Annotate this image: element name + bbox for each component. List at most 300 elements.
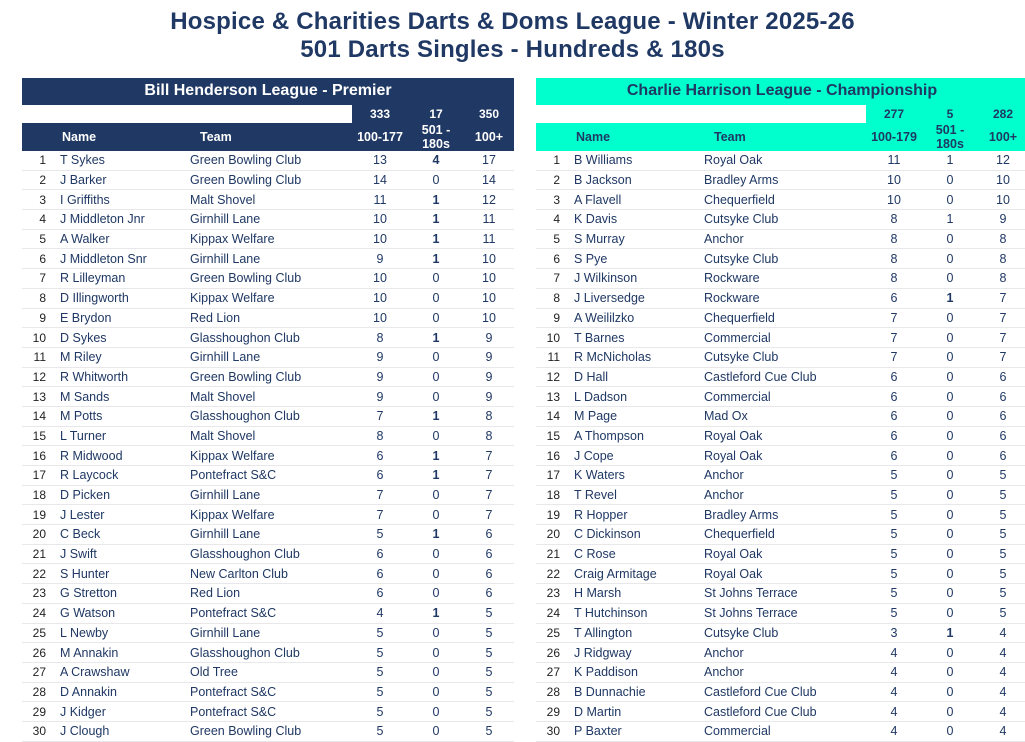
row-score-100s: 14 xyxy=(352,170,408,190)
row-score-100s: 6 xyxy=(866,367,922,387)
league-premier-body xyxy=(22,105,514,741)
row-score-100s: 7 xyxy=(866,328,922,348)
table-row[interactable] xyxy=(536,288,1025,308)
row-rank: 3 xyxy=(22,190,52,210)
row-score-100s: 3 xyxy=(866,623,922,643)
row-score-100s: 8 xyxy=(866,249,922,269)
row-rank: 8 xyxy=(536,288,566,308)
row-rank: 6 xyxy=(22,249,52,269)
row-rank: 10 xyxy=(536,328,566,348)
header-row xyxy=(22,123,514,151)
row-team: Cutsyke Club xyxy=(704,210,866,230)
row-score-total: 5 xyxy=(978,584,1025,604)
row-player-name: M Sands xyxy=(52,387,190,407)
row-score-180s: 1 xyxy=(408,328,464,348)
row-team: Royal Oak xyxy=(704,544,866,564)
row-player-name: R Laycock xyxy=(52,466,190,486)
row-score-100s: 7 xyxy=(352,406,408,426)
row-team: Cutsyke Club xyxy=(704,347,866,367)
row-score-total: 10 xyxy=(464,308,514,328)
row-score-total: 6 xyxy=(464,564,514,584)
table-row[interactable] xyxy=(536,308,1025,328)
table-row[interactable] xyxy=(536,623,1025,643)
row-team: Green Bowling Club xyxy=(190,269,352,289)
table-row[interactable] xyxy=(536,466,1025,486)
row-score-total: 7 xyxy=(978,347,1025,367)
row-team: Anchor xyxy=(704,466,866,486)
row-score-total: 7 xyxy=(464,446,514,466)
row-score-180s: 0 xyxy=(922,505,978,525)
row-player-name: K Paddison xyxy=(566,662,704,682)
table-row[interactable] xyxy=(536,367,1025,387)
row-player-name: B Williams xyxy=(566,151,704,170)
row-score-total: 9 xyxy=(464,367,514,387)
row-score-180s: 0 xyxy=(408,269,464,289)
row-team: Anchor xyxy=(704,643,866,663)
row-rank: 2 xyxy=(22,170,52,190)
table-row[interactable] xyxy=(536,721,1025,741)
table-row[interactable] xyxy=(536,505,1025,525)
row-player-name: R McNicholas xyxy=(566,347,704,367)
row-score-total: 8 xyxy=(978,229,1025,249)
row-team: Girnhill Lane xyxy=(190,623,352,643)
row-rank: 18 xyxy=(536,485,566,505)
row-score-total: 12 xyxy=(464,190,514,210)
league-premier-header: Bill Henderson League - Premier xyxy=(22,78,514,105)
row-score-total: 9 xyxy=(464,347,514,367)
totals-blank-name xyxy=(566,105,704,123)
row-score-180s: 4 xyxy=(408,151,464,170)
row-player-name: E Brydon xyxy=(52,308,190,328)
row-team: Malt Shovel xyxy=(190,190,352,210)
row-score-180s: 1 xyxy=(408,466,464,486)
row-team: Castleford Cue Club xyxy=(704,367,866,387)
page-title xyxy=(0,0,1025,64)
row-score-180s: 0 xyxy=(922,387,978,407)
row-score-100s: 4 xyxy=(866,662,922,682)
row-player-name: T Revel xyxy=(566,485,704,505)
row-rank: 22 xyxy=(536,564,566,584)
table-row[interactable] xyxy=(536,485,1025,505)
row-team: Malt Shovel xyxy=(190,387,352,407)
table-row[interactable] xyxy=(22,505,514,525)
row-score-100s: 9 xyxy=(352,387,408,407)
row-score-total: 8 xyxy=(464,406,514,426)
table-row[interactable] xyxy=(22,603,514,623)
table-row[interactable] xyxy=(536,229,1025,249)
row-score-100s: 8 xyxy=(866,269,922,289)
row-score-100s: 4 xyxy=(866,721,922,741)
row-score-180s: 1 xyxy=(922,210,978,230)
table-row[interactable] xyxy=(22,210,514,230)
row-team: Girnhill Lane xyxy=(190,347,352,367)
row-score-total: 4 xyxy=(978,662,1025,682)
row-rank: 29 xyxy=(22,702,52,722)
row-score-100s: 5 xyxy=(352,643,408,663)
table-row[interactable] xyxy=(536,584,1025,604)
row-score-total: 4 xyxy=(978,643,1025,663)
row-score-total: 5 xyxy=(464,682,514,702)
row-score-total: 4 xyxy=(978,702,1025,722)
row-score-180s: 1 xyxy=(922,151,978,170)
table-row[interactable] xyxy=(536,603,1025,623)
row-score-180s: 1 xyxy=(408,406,464,426)
row-score-100s: 6 xyxy=(866,426,922,446)
row-team: Anchor xyxy=(704,229,866,249)
league-premier xyxy=(22,78,514,742)
row-score-total: 8 xyxy=(978,269,1025,289)
col-header-180s: 501 - 180s xyxy=(408,123,464,151)
table-row[interactable] xyxy=(22,682,514,702)
table-row[interactable] xyxy=(22,367,514,387)
table-row[interactable] xyxy=(22,584,514,604)
row-team: Bradley Arms xyxy=(704,170,866,190)
row-rank: 24 xyxy=(22,603,52,623)
table-row[interactable] xyxy=(22,387,514,407)
row-score-total: 10 xyxy=(464,249,514,269)
row-rank: 11 xyxy=(22,347,52,367)
row-player-name: A Walker xyxy=(52,229,190,249)
row-rank: 12 xyxy=(536,367,566,387)
table-row[interactable] xyxy=(536,406,1025,426)
row-player-name: J Liversedge xyxy=(566,288,704,308)
table-row[interactable] xyxy=(22,446,514,466)
row-score-100s: 8 xyxy=(866,210,922,230)
row-score-100s: 5 xyxy=(866,466,922,486)
table-row[interactable] xyxy=(22,721,514,741)
row-rank: 3 xyxy=(536,190,566,210)
table-row[interactable] xyxy=(536,269,1025,289)
row-rank: 1 xyxy=(22,151,52,170)
row-score-total: 7 xyxy=(978,308,1025,328)
totals-100-177: 333 xyxy=(352,105,408,123)
row-team: New Carlton Club xyxy=(190,564,352,584)
row-score-180s: 1 xyxy=(408,446,464,466)
row-player-name: J Middleton Snr xyxy=(52,249,190,269)
row-score-100s: 8 xyxy=(866,229,922,249)
row-team: Bradley Arms xyxy=(704,505,866,525)
row-score-100s: 5 xyxy=(866,485,922,505)
row-team: Girnhill Lane xyxy=(190,249,352,269)
col-header-100-177: 100-177 xyxy=(352,123,408,151)
row-player-name: J Barker xyxy=(52,170,190,190)
table-row[interactable] xyxy=(536,564,1025,584)
header-row xyxy=(536,123,1025,151)
row-score-180s: 0 xyxy=(922,466,978,486)
row-score-180s: 0 xyxy=(922,229,978,249)
row-score-180s: 0 xyxy=(922,347,978,367)
row-player-name: K Waters xyxy=(566,466,704,486)
row-score-100s: 10 xyxy=(352,210,408,230)
row-rank: 17 xyxy=(22,466,52,486)
row-rank: 23 xyxy=(536,584,566,604)
row-rank: 24 xyxy=(536,603,566,623)
row-score-180s: 1 xyxy=(408,229,464,249)
row-team: Old Tree xyxy=(190,662,352,682)
table-row[interactable] xyxy=(536,702,1025,722)
row-team: Kippax Welfare xyxy=(190,288,352,308)
table-row[interactable] xyxy=(536,347,1025,367)
row-team: Anchor xyxy=(704,485,866,505)
row-score-total: 5 xyxy=(464,603,514,623)
col-header-180s: 501 - 180s xyxy=(922,123,978,151)
table-row[interactable] xyxy=(536,682,1025,702)
col-header-100plus: 100+ xyxy=(464,123,514,151)
table-row[interactable] xyxy=(22,347,514,367)
row-score-100s: 8 xyxy=(352,328,408,348)
league-championship-body xyxy=(536,105,1025,741)
row-player-name: T Allington xyxy=(566,623,704,643)
row-score-total: 12 xyxy=(978,151,1025,170)
row-team: Red Lion xyxy=(190,584,352,604)
table-row[interactable] xyxy=(536,525,1025,545)
row-player-name: A Thompson xyxy=(566,426,704,446)
col-header-rank xyxy=(22,123,52,151)
table-row[interactable] xyxy=(22,288,514,308)
row-score-total: 5 xyxy=(978,466,1025,486)
row-rank: 29 xyxy=(536,702,566,722)
row-team: Castleford Cue Club xyxy=(704,682,866,702)
row-score-180s: 1 xyxy=(408,603,464,623)
row-rank: 26 xyxy=(536,643,566,663)
row-score-total: 6 xyxy=(978,446,1025,466)
totals-blank-rank xyxy=(22,105,52,123)
totals-row xyxy=(536,105,1025,123)
row-score-100s: 10 xyxy=(866,190,922,210)
table-row[interactable] xyxy=(536,426,1025,446)
row-player-name: R Lilleyman xyxy=(52,269,190,289)
table-row[interactable] xyxy=(22,525,514,545)
row-score-100s: 4 xyxy=(866,682,922,702)
row-score-100s: 9 xyxy=(352,367,408,387)
row-player-name: D Picken xyxy=(52,485,190,505)
row-rank: 22 xyxy=(22,564,52,584)
row-team: Girnhill Lane xyxy=(190,525,352,545)
row-player-name: C Beck xyxy=(52,525,190,545)
row-rank: 1 xyxy=(536,151,566,170)
row-score-100s: 6 xyxy=(866,387,922,407)
row-score-100s: 5 xyxy=(866,603,922,623)
totals-100plus: 350 xyxy=(464,105,514,123)
row-rank: 20 xyxy=(22,525,52,545)
row-rank: 23 xyxy=(22,584,52,604)
row-score-180s: 0 xyxy=(922,446,978,466)
row-team: Malt Shovel xyxy=(190,426,352,446)
row-score-180s: 0 xyxy=(922,190,978,210)
row-rank: 16 xyxy=(536,446,566,466)
row-score-180s: 0 xyxy=(408,584,464,604)
row-score-180s: 0 xyxy=(408,721,464,741)
row-player-name: M Page xyxy=(566,406,704,426)
table-row[interactable] xyxy=(22,466,514,486)
row-score-100s: 7 xyxy=(866,308,922,328)
row-score-180s: 0 xyxy=(408,170,464,190)
row-team: Red Lion xyxy=(190,308,352,328)
row-score-100s: 13 xyxy=(352,151,408,170)
table-row[interactable] xyxy=(22,662,514,682)
row-team: Commercial xyxy=(704,721,866,741)
row-score-total: 5 xyxy=(978,485,1025,505)
row-score-total: 7 xyxy=(464,485,514,505)
row-score-180s: 0 xyxy=(408,347,464,367)
table-row[interactable] xyxy=(536,387,1025,407)
row-score-180s: 0 xyxy=(922,721,978,741)
table-row[interactable] xyxy=(22,328,514,348)
table-row[interactable] xyxy=(22,308,514,328)
row-score-total: 6 xyxy=(978,387,1025,407)
row-score-100s: 5 xyxy=(352,662,408,682)
row-player-name: R Midwood xyxy=(52,446,190,466)
row-player-name: C Dickinson xyxy=(566,525,704,545)
row-player-name: J Middleton Jnr xyxy=(52,210,190,230)
row-score-total: 9 xyxy=(464,387,514,407)
row-score-total: 7 xyxy=(464,466,514,486)
col-header-rank xyxy=(536,123,566,151)
row-rank: 28 xyxy=(22,682,52,702)
row-rank: 14 xyxy=(22,406,52,426)
table-row[interactable] xyxy=(536,210,1025,230)
table-row[interactable] xyxy=(22,702,514,722)
table-row[interactable] xyxy=(536,643,1025,663)
row-rank: 14 xyxy=(536,406,566,426)
row-rank: 4 xyxy=(536,210,566,230)
row-player-name: T Barnes xyxy=(566,328,704,348)
row-score-180s: 0 xyxy=(922,406,978,426)
table-row[interactable] xyxy=(536,170,1025,190)
row-score-100s: 11 xyxy=(352,190,408,210)
row-score-100s: 10 xyxy=(352,288,408,308)
row-rank: 27 xyxy=(536,662,566,682)
table-row[interactable] xyxy=(536,446,1025,466)
table-row[interactable] xyxy=(22,229,514,249)
totals-180s: 5 xyxy=(922,105,978,123)
row-rank: 30 xyxy=(536,721,566,741)
row-player-name: G Stretton xyxy=(52,584,190,604)
row-score-100s: 5 xyxy=(352,623,408,643)
table-row[interactable] xyxy=(22,190,514,210)
col-header-team: Team xyxy=(190,123,352,151)
table-row[interactable] xyxy=(536,249,1025,269)
table-row[interactable] xyxy=(22,151,514,170)
row-rank: 19 xyxy=(536,505,566,525)
row-player-name: S Murray xyxy=(566,229,704,249)
row-team: Girnhill Lane xyxy=(190,485,352,505)
col-header-name: Name xyxy=(566,123,704,151)
row-player-name: S Pye xyxy=(566,249,704,269)
row-score-total: 7 xyxy=(978,288,1025,308)
row-rank: 28 xyxy=(536,682,566,702)
row-player-name: H Marsh xyxy=(566,584,704,604)
row-player-name: A Weililzko xyxy=(566,308,704,328)
row-player-name: J Swift xyxy=(52,544,190,564)
row-score-100s: 6 xyxy=(866,406,922,426)
table-row[interactable] xyxy=(22,269,514,289)
row-score-total: 8 xyxy=(464,426,514,446)
row-score-100s: 6 xyxy=(352,564,408,584)
row-score-180s: 0 xyxy=(922,643,978,663)
row-score-100s: 7 xyxy=(866,347,922,367)
row-rank: 9 xyxy=(22,308,52,328)
row-player-name: Craig Armitage xyxy=(566,564,704,584)
row-team: Green Bowling Club xyxy=(190,367,352,387)
row-player-name: T Hutchinson xyxy=(566,603,704,623)
row-score-180s: 1 xyxy=(408,525,464,545)
row-rank: 10 xyxy=(22,328,52,348)
row-rank: 21 xyxy=(22,544,52,564)
row-score-180s: 1 xyxy=(408,249,464,269)
row-team: Kippax Welfare xyxy=(190,446,352,466)
row-player-name: I Griffiths xyxy=(52,190,190,210)
table-row[interactable] xyxy=(536,662,1025,682)
table-row[interactable] xyxy=(22,249,514,269)
table-row[interactable] xyxy=(536,544,1025,564)
row-score-total: 10 xyxy=(464,288,514,308)
row-score-180s: 1 xyxy=(408,190,464,210)
row-rank: 15 xyxy=(22,426,52,446)
row-score-total: 11 xyxy=(464,210,514,230)
table-row[interactable] xyxy=(22,170,514,190)
row-player-name: M Annakin xyxy=(52,643,190,663)
row-score-total: 5 xyxy=(978,544,1025,564)
row-team: Chequerfield xyxy=(704,525,866,545)
row-score-total: 5 xyxy=(464,702,514,722)
table-row[interactable] xyxy=(536,328,1025,348)
row-score-total: 6 xyxy=(464,525,514,545)
row-score-100s: 7 xyxy=(352,485,408,505)
row-score-100s: 5 xyxy=(352,682,408,702)
row-rank: 13 xyxy=(536,387,566,407)
col-header-team: Team xyxy=(704,123,866,151)
row-score-100s: 6 xyxy=(352,584,408,604)
table-row[interactable] xyxy=(22,406,514,426)
row-score-180s: 0 xyxy=(408,288,464,308)
row-score-100s: 9 xyxy=(352,347,408,367)
row-player-name: D Sykes xyxy=(52,328,190,348)
table-row[interactable] xyxy=(536,190,1025,210)
table-row[interactable] xyxy=(22,426,514,446)
row-player-name: L Dadson xyxy=(566,387,704,407)
row-team: Cutsyke Club xyxy=(704,623,866,643)
row-rank: 19 xyxy=(22,505,52,525)
row-team: Pontefract S&C xyxy=(190,702,352,722)
row-score-180s: 0 xyxy=(408,367,464,387)
table-row[interactable] xyxy=(22,544,514,564)
row-team: Chequerfield xyxy=(704,190,866,210)
row-score-100s: 4 xyxy=(352,603,408,623)
row-player-name: D Hall xyxy=(566,367,704,387)
row-score-total: 5 xyxy=(978,603,1025,623)
table-row[interactable] xyxy=(22,485,514,505)
row-score-180s: 0 xyxy=(922,367,978,387)
row-score-180s: 0 xyxy=(408,662,464,682)
row-team: Pontefract S&C xyxy=(190,603,352,623)
row-score-180s: 0 xyxy=(408,485,464,505)
row-player-name: G Watson xyxy=(52,603,190,623)
table-row[interactable] xyxy=(536,151,1025,170)
row-score-180s: 0 xyxy=(922,702,978,722)
row-score-total: 6 xyxy=(978,426,1025,446)
row-team: Kippax Welfare xyxy=(190,229,352,249)
row-score-180s: 0 xyxy=(922,249,978,269)
row-score-100s: 6 xyxy=(866,288,922,308)
table-row[interactable] xyxy=(22,643,514,663)
leagues-container xyxy=(0,78,1025,742)
table-row[interactable] xyxy=(22,564,514,584)
row-rank: 26 xyxy=(22,643,52,663)
table-row[interactable] xyxy=(22,623,514,643)
row-score-180s: 0 xyxy=(922,269,978,289)
row-score-total: 5 xyxy=(978,505,1025,525)
